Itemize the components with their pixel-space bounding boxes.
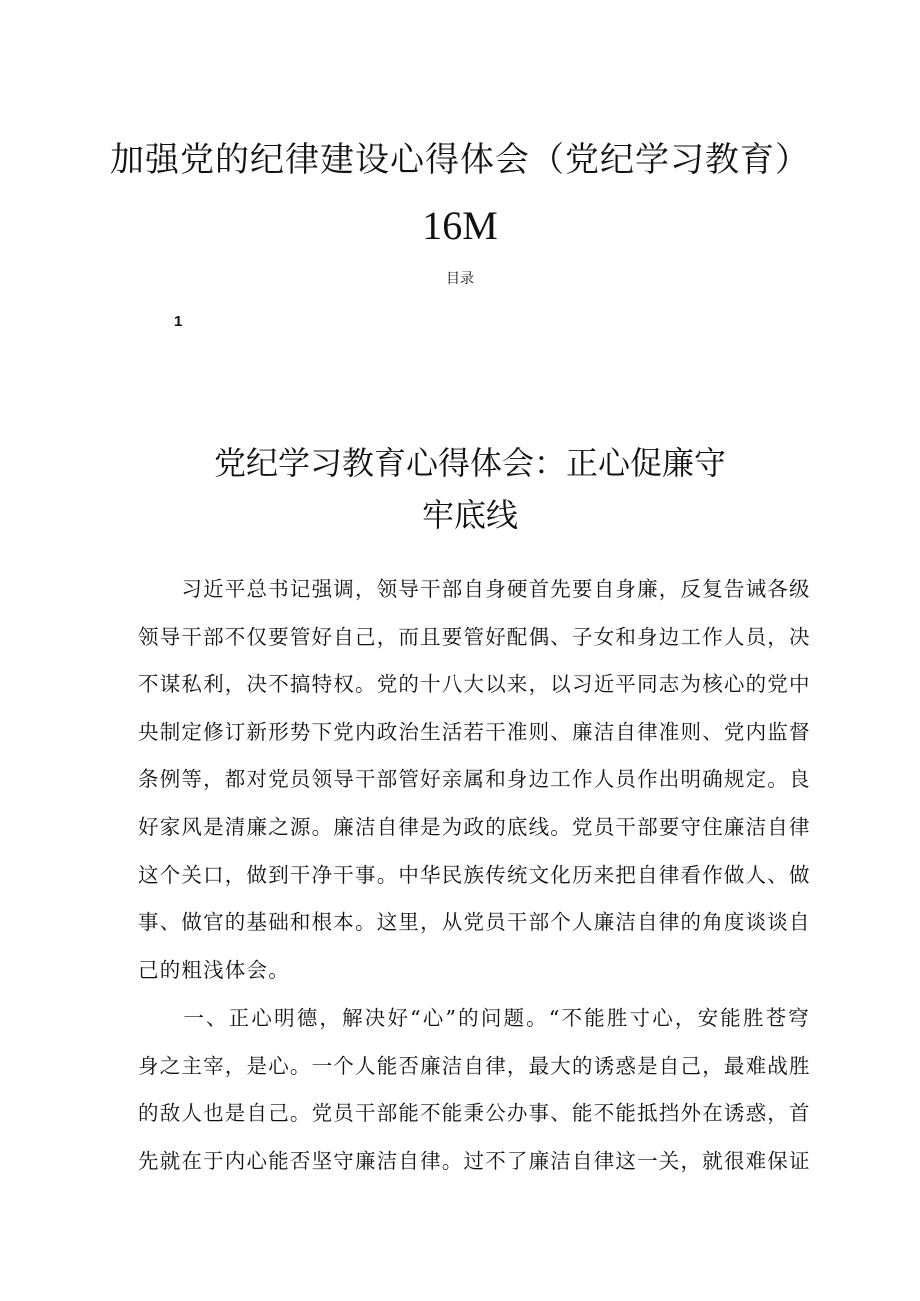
paragraph-line: 己的粗浅体会。 — [138, 957, 290, 982]
paragraph-line: 身之主宰，是心。一个人能否廉洁自律，最大的诱惑是自己，最难战胜 — [138, 1053, 811, 1078]
toc-label: 目录 — [446, 271, 474, 287]
paragraph-line: 央制定修订新形势下党内政治生活若干准则、廉洁自律准则、党内监督 — [138, 719, 811, 744]
paragraph-line: 领导干部不仅要管好自己，而且要管好配偶、子女和身边工作人员，决 — [138, 624, 811, 649]
toc-item[interactable]: 1 — [174, 313, 183, 330]
paragraph-line: 好家风是清廉之源。廉洁自律是为政的底线。党员干部要守住廉洁自律 — [138, 814, 811, 839]
document-title-code: 16M — [422, 203, 498, 248]
paragraph-line: 一、正心明德，解决好“心”的问题。“不能胜寸心，安能胜苍穹 — [138, 1006, 810, 1030]
paragraph-line: 习近平总书记强调，领导干部自身硬首先要自身廉，反复告诫各级 — [138, 577, 811, 601]
paragraph-line: 这个关口，做到干净干事。中华民族传统文化历来把自律看作做人、做 — [138, 862, 811, 887]
paragraph-line: 的敌人也是自己。党员干部能不能秉公办事、能不能抵挡外在诱惑，首 — [138, 1101, 811, 1126]
paragraph-line: 事、做官的基础和根本。这里，从党员干部个人廉洁自律的角度谈谈自 — [138, 910, 811, 935]
paragraph-line: 先就在于内心能否坚守廉洁自律。过不了廉洁自律这一关，就很难保证 — [138, 1148, 811, 1173]
paragraph-1 — [138, 566, 810, 994]
paragraph-line: 条例等，都对党员领导干部管好亲属和身边工作人员作出明确规定。良 — [138, 767, 811, 792]
section-title-continued: 牢底线 — [421, 496, 518, 534]
paragraph-line: 不谋私利，决不搞特权。党的十八大以来，以习近平同志为核心的党中 — [138, 672, 811, 697]
paragraph-2 — [138, 995, 810, 1185]
section-title: 党纪学习教育心得体会：正心促廉守 — [213, 444, 726, 482]
document-title: 加强党的纪律建设心得体会（党纪学习教育） — [110, 140, 810, 180]
